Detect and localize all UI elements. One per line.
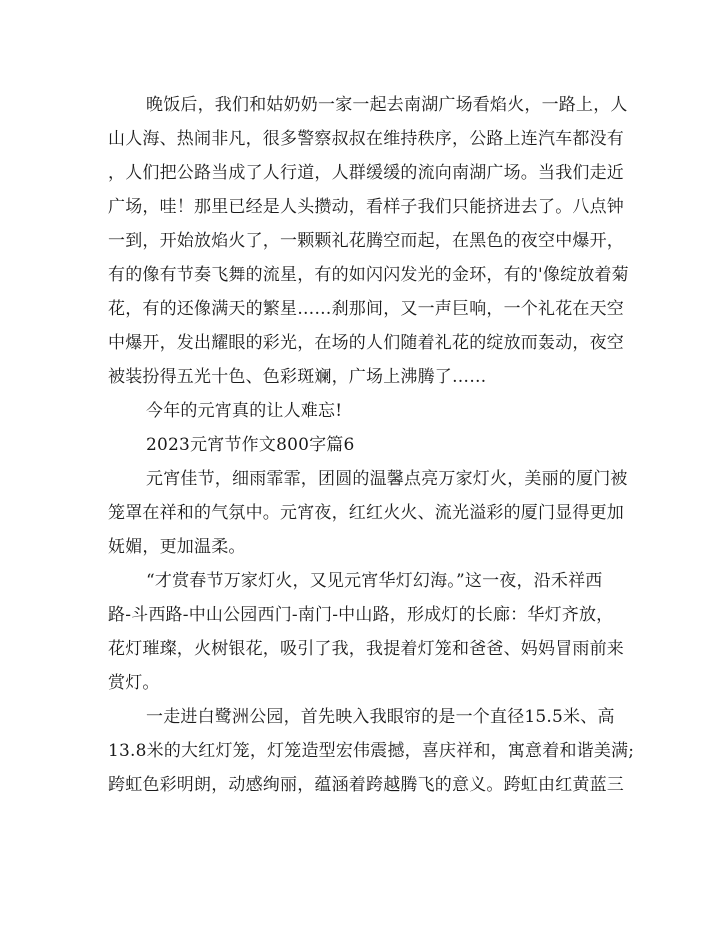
document-body <box>108 88 635 802</box>
text-line: 中爆开，发出耀眼的彩光，在场的人们随着礼花的绽放而轰动，夜空 <box>108 333 624 353</box>
text-line: 一走进白鹭洲公园，首先映入我眼帘的是一个直径15.5米、高 <box>146 707 615 727</box>
text-line: 有的像有节奏飞舞的流星，有的如闪闪发光的金环，有的'像绽放着菊 <box>108 265 629 285</box>
text-line: 广场，哇！那里已经是人头攒动，看样子我们只能挤进去了。八点钟 <box>108 197 624 217</box>
text-line: 跨虹色彩明朗，动感绚丽，蕴涵着跨越腾飞的意义。跨虹由红黄蓝三 <box>108 775 624 795</box>
text-line: 今年的元宵真的让人难忘! <box>146 401 343 421</box>
paragraph <box>108 88 629 394</box>
text-line: 一到，开始放焰火了，一颗颗礼花腾空而起，在黑色的夜空中爆开， <box>108 231 624 251</box>
text-line: 山人海、热闹非凡，很多警察叔叔在维持秩序，公路上连汽车都没有 <box>108 129 624 149</box>
text-line: ，人们把公路当成了人行道，人群缓缓的流向南湖广场。当我们走近 <box>108 163 624 183</box>
paragraph <box>108 394 608 428</box>
text-line: 妩媚，更加温柔。 <box>108 537 246 557</box>
text-line: 花，有的还像满天的繁星……刹那间，又一声巨响，一个礼花在天空 <box>108 299 624 319</box>
text-line: 被装扮得五光十色、色彩斑斓，广场上沸腾了…… <box>108 367 487 387</box>
paragraph <box>108 462 628 564</box>
text-line: 笼罩在祥和的气氛中。元宵夜，红红火火、流光溢彩的厦门显得更加 <box>108 503 624 523</box>
paragraph <box>108 564 624 700</box>
text-line: “才赏春节万家灯火，又见元宵华灯幻海。”这一夜，沿禾祥西 <box>146 571 603 591</box>
text-line: 2023元宵节作文800字篇6 <box>146 435 355 455</box>
text-line: 赏灯。 <box>108 673 160 693</box>
paragraph <box>108 700 635 802</box>
paragraph <box>108 428 608 462</box>
text-line: 花灯璀璨，火树银花，吸引了我，我提着灯笼和爸爸、妈妈冒雨前来 <box>108 639 624 659</box>
text-line: 13.8米的大红灯笼，灯笼造型宏伟震撼，喜庆祥和，寓意着和谐美满; <box>108 741 635 761</box>
text-line: 路-斗西路-中山公园西门-南门-中山路，形成灯的长廊：华灯齐放， <box>108 605 614 625</box>
text-line: 晚饭后，我们和姑奶奶一家一起去南湖广场看焰火，一路上，人 <box>146 95 628 115</box>
text-line: 元宵佳节，细雨霏霏，团圆的温馨点亮万家灯火，美丽的厦门被 <box>146 469 628 489</box>
